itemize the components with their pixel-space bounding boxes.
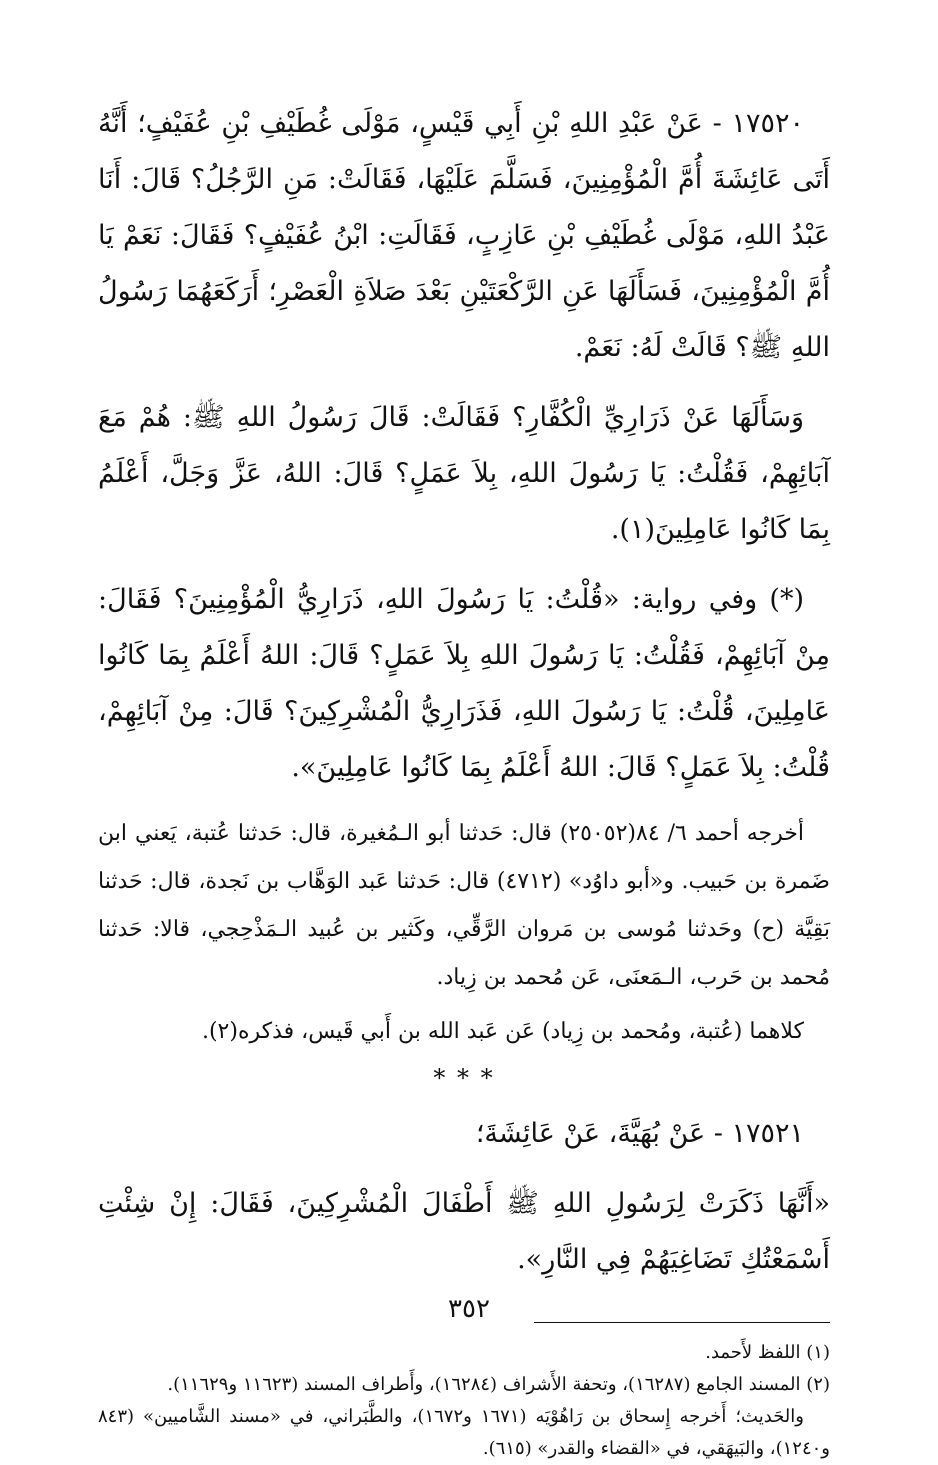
section-separator: * * * [433, 1064, 495, 1092]
hadith-17520-continuation: وَسَأَلَهَا عَنْ ذَرَارِيِّ الْكُفَّارِ؟ فَقَالَتْ: قَالَ رَسُولُ اللهِ ﷺ: هُمْ مَعَ آبَائِهِمْ، فَقُلْتُ: يَا رَسُولَ اللهِ، بِلاَ عَمَلٍ؟ قَالَ: اللهُ، عَزَّ وَجَلَّ، أَعْلَمُ بِمَا كَانُوا عَامِلِينَ(١). [98, 402, 830, 545]
footnote-1: (١) اللفظ لأَحمد. [705, 1342, 830, 1363]
hadith-17520-chain: كلاهما (عُتبة، ومُحمد بن زِياد) عَن عَبد الله بن أَبي قَيس، فذكره(٢). [201, 1019, 804, 1044]
footnotes [98, 1337, 830, 1465]
hadith-17521-continuation: «أَنَّهَا ذَكَرَتْ لِرَسُولِ اللهِ ﷺ أَطْفَالَ الْمُشْرِكِينَ، فَقَالَ: إِنْ شِئْتِ أَسْمَعْتُكِ تَضَاغِيَهُمْ فِي النَّارِ». [98, 1188, 830, 1275]
hadith-17521-text: ١٧٥٢١ - عَنْ بُهَيَّةَ، عَنْ عَائِشَةَ؛ [475, 1118, 804, 1149]
footnote-2-continuation: والحَديث؛ أَخرجه إِسحاق بن رَاهُوْيَه (١٦٧١ و١٦٧٢)، والطَّبَراني، في «مسند الشَّاميين» (٨٤٣ و١٢٤٠)، والبَيهَقي، في «القضاء والقدر» (٦١٥). [98, 1406, 830, 1459]
footnote-2: (٢) المسند الجامع (١٦٢٨٧)، وتحفة الأَشراف (١٦٢٨٤)، وأَطراف المسند (١١٦٢٣ و١١٦٢٩). [167, 1374, 830, 1395]
hadith-17520-variant: (*) وفي رواية: «قُلْتُ: يَا رَسُولَ اللهِ، ذَرَارِيُّ الْمُؤْمِنِينَ؟ فَقَالَ: مِنْ آبَائِهِمْ، فَقُلْتُ: يَا رَسُولَ اللهِ بِلاَ عَمَلٍ؟ قَالَ: اللهُ أَعْلَمُ بِمَا كَانُوا عَامِلِينَ، قُلْتُ: يَا رَسُولَ اللهِ، فَذَرَارِيُّ الْمُشْرِكِينَ؟ قَالَ: مِنْ آبَائِهِمْ، قُلْتُ: بِلاَ عَمَلٍ؟ قَالَ: اللهُ أَعْلَمُ بِمَا كَانُوا عَامِلِينَ». [98, 584, 830, 783]
page-number: ٣٥٢ [448, 1294, 490, 1324]
hadith-17520-text: ١٧٥٢٠ - عَنْ عَبْدِ اللهِ بْنِ أَبِي قَيْسٍ، مَوْلَى غُطَيْفِ بْنِ عُفَيْفٍ؛ أَنَّهُ أَتَى عَائِشَةَ أُمَّ الْمُؤْمِنِينَ، فَسَلَّمَ عَلَيْهَا، فَقَالَتْ: مَنِ الرَّجُلُ؟ قَالَ: أَنَا عَبْدُ اللهِ، مَوْلَى غُطَيْفِ بْنِ عَازِبٍ، فَقَالَتِ: ابْنُ عُفَيْفٍ؟ فَقَالَ: نَعَمْ يَا أُمَّ الْمُؤْمِنِينَ، فَسَأَلَهَا عَنِ الرَّكْعَتَيْنِ بَعْدَ صَلاَةِ الْعَصْرِ؛ أَرَكَعَهُمَا رَسُولُ اللهِ ﷺ؟ قَالَتْ لَهُ: نَعَمْ. [98, 108, 830, 363]
hadith-17520-source: أخرجه أحمد ٦/ ٨٤(٢٥٠٥٢) قال: حَدثنا أبو الـمُغيرة، قال: حَدثنا عُتبة، يَعني ابن ضَمرة بن حَبيب. و«أبو داوُد» (٤٧١٢) قال: حَدثنا عَبد الوَهَّاب بن نَجدة، قال: حَدثنا بَقِيَّة (ح) وحَدثنا مُوسى بن مَروان الرَّقِّي، وكَثير بن عُبيد الـمَذْحِجي، قالا: حَدثنا مُحمد بن حَرب، الـمَعنَى، عَن مُحمد بن زِياد. [98, 821, 830, 990]
